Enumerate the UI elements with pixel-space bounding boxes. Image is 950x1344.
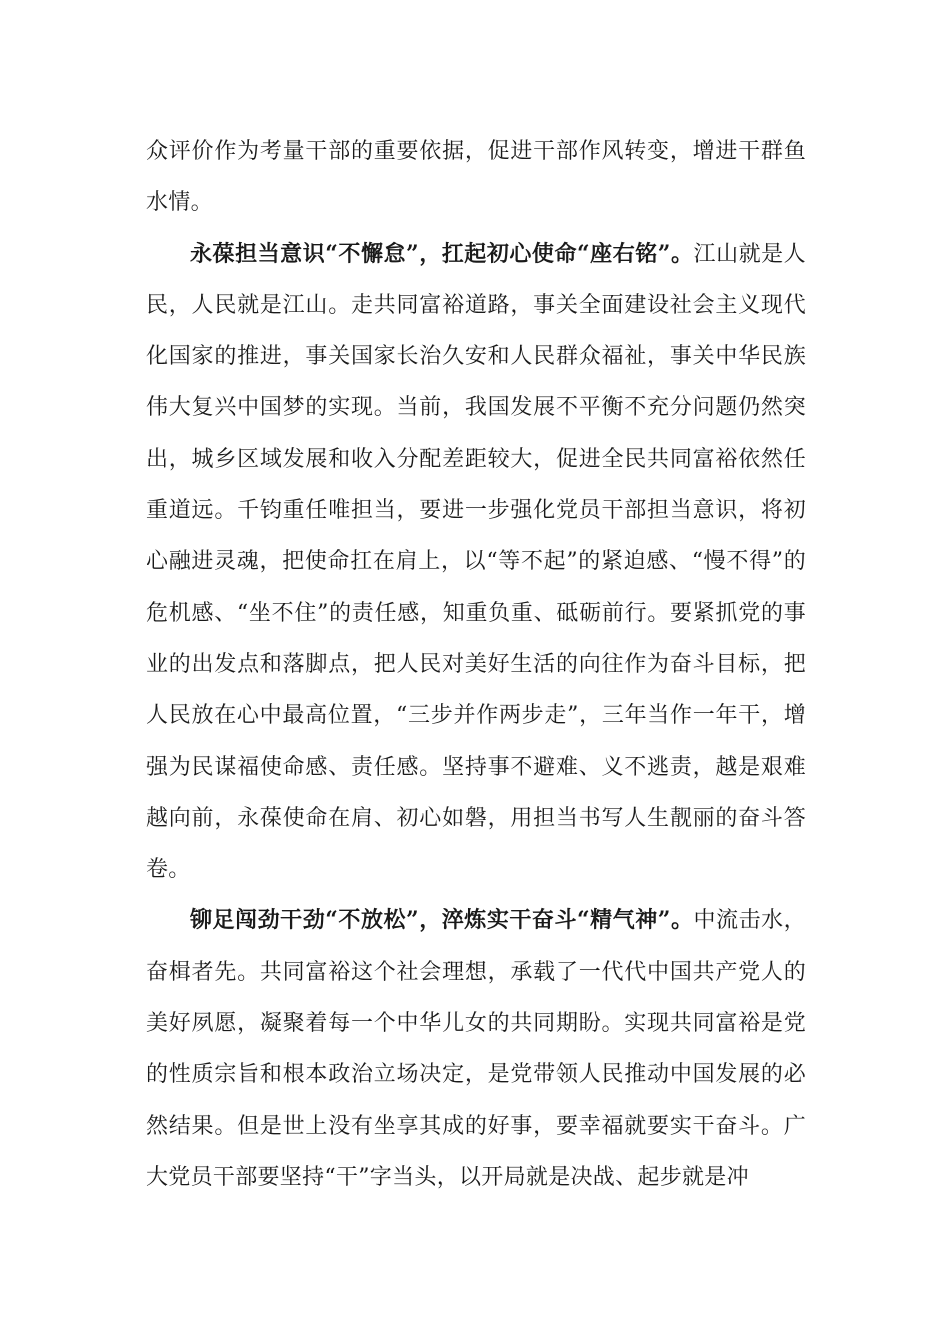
paragraph-heading: 永葆担当意识“不懈怠”，扛起初心使命“座右铭”。 (190, 240, 694, 267)
paragraph-responsibility (146, 229, 806, 896)
paragraph-heading: 铆足闯劲干劲“不放松”，淬炼实干奋斗“精气神”。 (190, 907, 694, 934)
paragraph-continuation (146, 126, 806, 229)
paragraph-text: 江山就是人民，人民就是江山。走共同富裕道路，事关全面建设社会主义现代化国家的推进，事关国家长治久安和人民群众福祉，事关中华民族伟大复兴中国梦的实现。当前，我国发展不平衡不充分问题仍然突出，城乡区域发展和收入分配差距较大，促进全民共同富裕依然任重道远。千钧重任唯担当，要进一步强化党员干部担当意识，将初心融进灵魂，把使命扛在肩上，以“等不起”的紧迫感、“慢不得”的危机感、“坐不住”的责任感，知重负重、砥砺前行。要紧抓党的事业的出发点和落脚点，把人民对美好生活的向往作为奋斗目标，把人民放在心中最高位置，“三步并作两步走”，三年当作一年干，增强为民谋福使命感、责任感。坚持事不避难、义不逃责，越是艰难越向前，永葆使命在肩、初心如磐，用担当书写人生靓丽的奋斗答卷。 (146, 241, 806, 883)
paragraph-text: 众评价作为考量干部的重要依据，促进干部作风转变，增进干群鱼水情。 (146, 139, 806, 216)
paragraph-text: 中流击水，奋楫者先。共同富裕这个社会理想，承载了一代代中国共产党人的美好夙愿，凝聚着每一个中华儿女的共同期盼。实现共同富裕是党的性质宗旨和根本政治立场决定，是党带领人民推动中国发展的必然结果。但是世上没有坐享其成的好事，要幸福就要实干奋斗。广大党员干部要坚持“干”字当头，以开局就是决战、起步就是冲 (146, 908, 806, 1190)
document-body (146, 126, 806, 1203)
paragraph-hard-work (146, 895, 806, 1203)
